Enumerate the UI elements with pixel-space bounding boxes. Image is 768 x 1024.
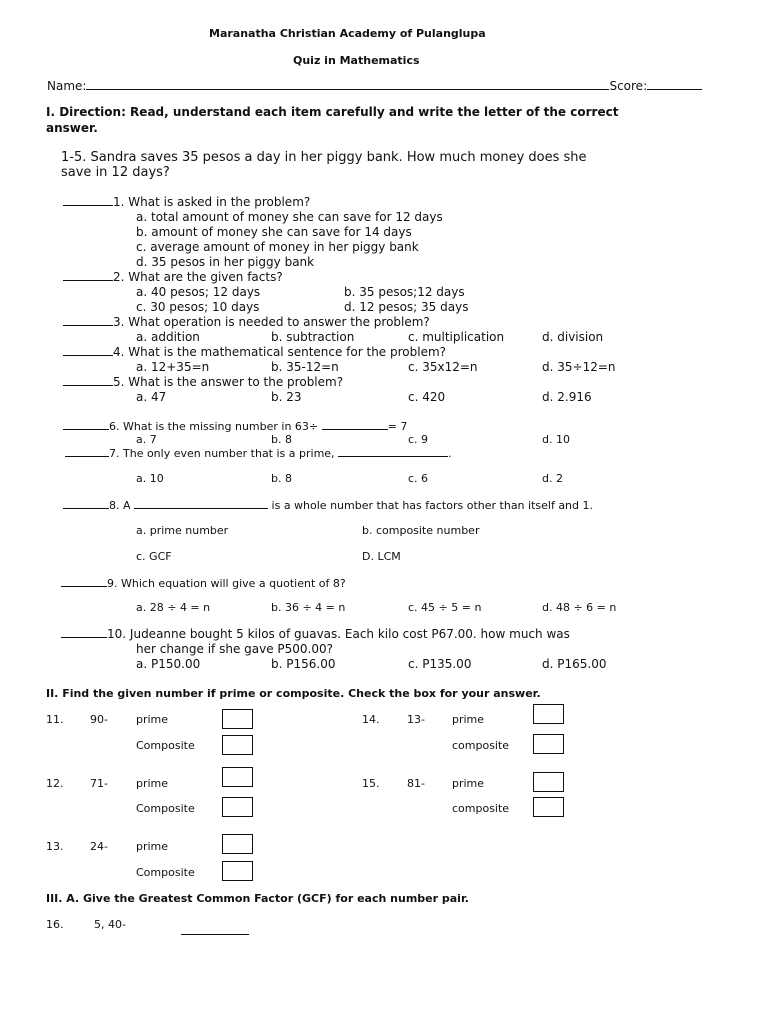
item-value: 71- bbox=[90, 777, 108, 790]
problem-statement-cont: save in 12 days? bbox=[61, 165, 170, 180]
prime-checkbox[interactable] bbox=[222, 834, 253, 854]
q9-option-b: b. 36 ÷ 4 = n bbox=[271, 601, 346, 614]
q4-option-a: a. 12+35=n bbox=[136, 360, 210, 374]
part1-direction: I. Direction: Read, understand each item carefully and write the letter of the correct bbox=[46, 105, 619, 119]
item-value: 13- bbox=[407, 713, 425, 726]
answer-blank[interactable] bbox=[63, 315, 113, 326]
name-row bbox=[47, 79, 702, 93]
q3-option-a: a. addition bbox=[136, 330, 200, 344]
prime-label: prime bbox=[136, 713, 169, 726]
item-value: 5, 40- bbox=[94, 918, 126, 931]
missing-number-blank[interactable] bbox=[322, 419, 388, 430]
q9-option-d: d. 48 ÷ 6 = n bbox=[542, 601, 617, 614]
item-value: 24- bbox=[90, 840, 108, 853]
composite-label: Composite bbox=[136, 866, 195, 879]
answer-blank[interactable] bbox=[63, 345, 113, 356]
item-number: 16. bbox=[46, 918, 64, 931]
q5-option-b: b. 23 bbox=[271, 390, 302, 404]
q10-option-a: a. P150.00 bbox=[136, 657, 201, 671]
q3-option-d: d. division bbox=[542, 330, 604, 344]
composite-label: Composite bbox=[136, 802, 195, 815]
q4-option-d: d. 35÷12=n bbox=[542, 360, 616, 374]
item-number: 15. bbox=[362, 777, 380, 790]
problem-statement: 1-5. Sandra saves 35 pesos a day in her piggy bank. How much money does she bbox=[61, 150, 587, 165]
item-number: 13. bbox=[46, 840, 64, 853]
prime-label: prime bbox=[452, 713, 485, 726]
item-number: 12. bbox=[46, 777, 64, 790]
q7-option-a: a. 10 bbox=[136, 472, 164, 485]
q10-option-b: b. P156.00 bbox=[271, 657, 336, 671]
composite-checkbox[interactable] bbox=[222, 735, 253, 755]
answer-blank[interactable] bbox=[63, 270, 113, 281]
question-6: 6. What is the missing number in 63÷ = 7 bbox=[63, 419, 407, 433]
q7-option-c: c. 6 bbox=[408, 472, 429, 485]
answer-blank[interactable] bbox=[63, 195, 113, 206]
q1-option-b: b. amount of money she can save for 14 days bbox=[136, 225, 412, 239]
q5-option-a: a. 47 bbox=[136, 390, 167, 404]
q5-option-c: c. 420 bbox=[408, 390, 446, 404]
q8-option-a: a. prime number bbox=[136, 524, 229, 537]
q10-option-c: c. P135.00 bbox=[408, 657, 472, 671]
composite-checkbox[interactable] bbox=[222, 797, 253, 817]
gcf-answer-blank[interactable] bbox=[181, 920, 249, 939]
answer-blank[interactable] bbox=[61, 627, 107, 638]
q7-option-d: d. 2 bbox=[542, 472, 563, 485]
question-9: 9. Which equation will give a quotient of 8? bbox=[61, 576, 346, 590]
q1-option-c: c. average amount of money in her piggy bank bbox=[136, 240, 419, 254]
q9-option-c: c. 45 ÷ 5 = n bbox=[408, 601, 482, 614]
school-name: Maranatha Christian Academy of Pulanglupa bbox=[209, 27, 486, 40]
part1-direction-cont: answer. bbox=[46, 121, 98, 135]
part2-direction: II. Find the given number if prime or composite. Check the box for your answer. bbox=[46, 687, 541, 700]
q8-option-c: c. GCF bbox=[136, 550, 172, 563]
q1-option-a: a. total amount of money she can save for 12 days bbox=[136, 210, 443, 224]
q1-option-d: d. 35 pesos in her piggy bank bbox=[136, 255, 315, 269]
prime-checkbox[interactable] bbox=[222, 709, 253, 729]
question-4: 4. What is the mathematical sentence for the problem? bbox=[63, 345, 446, 359]
q6-option-a: a. 7 bbox=[136, 433, 157, 446]
prime-checkbox[interactable] bbox=[533, 704, 564, 724]
q6-option-d: d. 10 bbox=[542, 433, 570, 446]
part3-direction: III. A. Give the Greatest Common Factor (GCF) for each number pair. bbox=[46, 892, 469, 905]
q2-option-c: c. 30 pesos; 10 days bbox=[136, 300, 260, 314]
name-blank[interactable] bbox=[86, 79, 609, 90]
q5-option-d: d. 2.916 bbox=[542, 390, 592, 404]
prime-label: prime bbox=[136, 840, 169, 853]
prime-blank[interactable] bbox=[338, 446, 448, 457]
score-blank[interactable] bbox=[647, 79, 702, 90]
item-value: 90- bbox=[90, 713, 108, 726]
question-5: 5. What is the answer to the problem? bbox=[63, 375, 343, 389]
q4-option-b: b. 35-12=n bbox=[271, 360, 339, 374]
composite-label: composite bbox=[452, 802, 510, 815]
item-number: 14. bbox=[362, 713, 380, 726]
composite-label: Composite bbox=[136, 739, 195, 752]
q6-option-b: b. 8 bbox=[271, 433, 292, 446]
composite-checkbox[interactable] bbox=[533, 734, 564, 754]
composite-checkbox[interactable] bbox=[222, 861, 253, 881]
answer-blank[interactable] bbox=[65, 446, 109, 457]
quiz-title: Quiz in Mathematics bbox=[293, 54, 420, 67]
q3-option-c: c. multiplication bbox=[408, 330, 505, 344]
q10-option-d: d. P165.00 bbox=[542, 657, 607, 671]
question-8: 8. A is a whole number that has factors other than itself and 1. bbox=[63, 498, 593, 512]
name-label: Name: bbox=[47, 79, 87, 93]
question-1: 1. What is asked in the problem? bbox=[63, 195, 310, 209]
question-3: 3. What operation is needed to answer the problem? bbox=[63, 315, 430, 329]
answer-blank[interactable] bbox=[63, 498, 109, 509]
item-value: 81- bbox=[407, 777, 425, 790]
prime-checkbox[interactable] bbox=[222, 767, 253, 787]
q8-option-d: D. LCM bbox=[362, 550, 401, 563]
prime-label: prime bbox=[136, 777, 169, 790]
q2-option-a: a. 40 pesos; 12 days bbox=[136, 285, 261, 299]
q4-option-c: c. 35x12=n bbox=[408, 360, 478, 374]
q7-option-b: b. 8 bbox=[271, 472, 292, 485]
question-10: 10. Judeanne bought 5 kilos of guavas. Each kilo cost P67.00. how much was bbox=[61, 627, 570, 641]
q6-option-c: c. 9 bbox=[408, 433, 429, 446]
q9-option-a: a. 28 ÷ 4 = n bbox=[136, 601, 211, 614]
prime-label: prime bbox=[452, 777, 485, 790]
answer-blank[interactable] bbox=[61, 576, 107, 587]
q3-option-b: b. subtraction bbox=[271, 330, 355, 344]
question-2: 2. What are the given facts? bbox=[63, 270, 283, 284]
term-blank[interactable] bbox=[134, 498, 268, 509]
q8-option-b: b. composite number bbox=[362, 524, 480, 537]
answer-blank[interactable] bbox=[63, 419, 109, 430]
question-7: 7. The only even number that is a prime, . bbox=[65, 446, 452, 460]
item-number: 11. bbox=[46, 713, 64, 726]
question-10-cont: her change if she gave P500.00? bbox=[136, 642, 334, 656]
score-label: Score: bbox=[609, 79, 648, 93]
prime-checkbox[interactable] bbox=[533, 772, 564, 792]
answer-blank[interactable] bbox=[63, 375, 113, 386]
q2-option-b: b. 35 pesos;12 days bbox=[344, 285, 465, 299]
composite-checkbox[interactable] bbox=[533, 797, 564, 817]
composite-label: composite bbox=[452, 739, 510, 752]
q2-option-d: d. 12 pesos; 35 days bbox=[344, 300, 469, 314]
